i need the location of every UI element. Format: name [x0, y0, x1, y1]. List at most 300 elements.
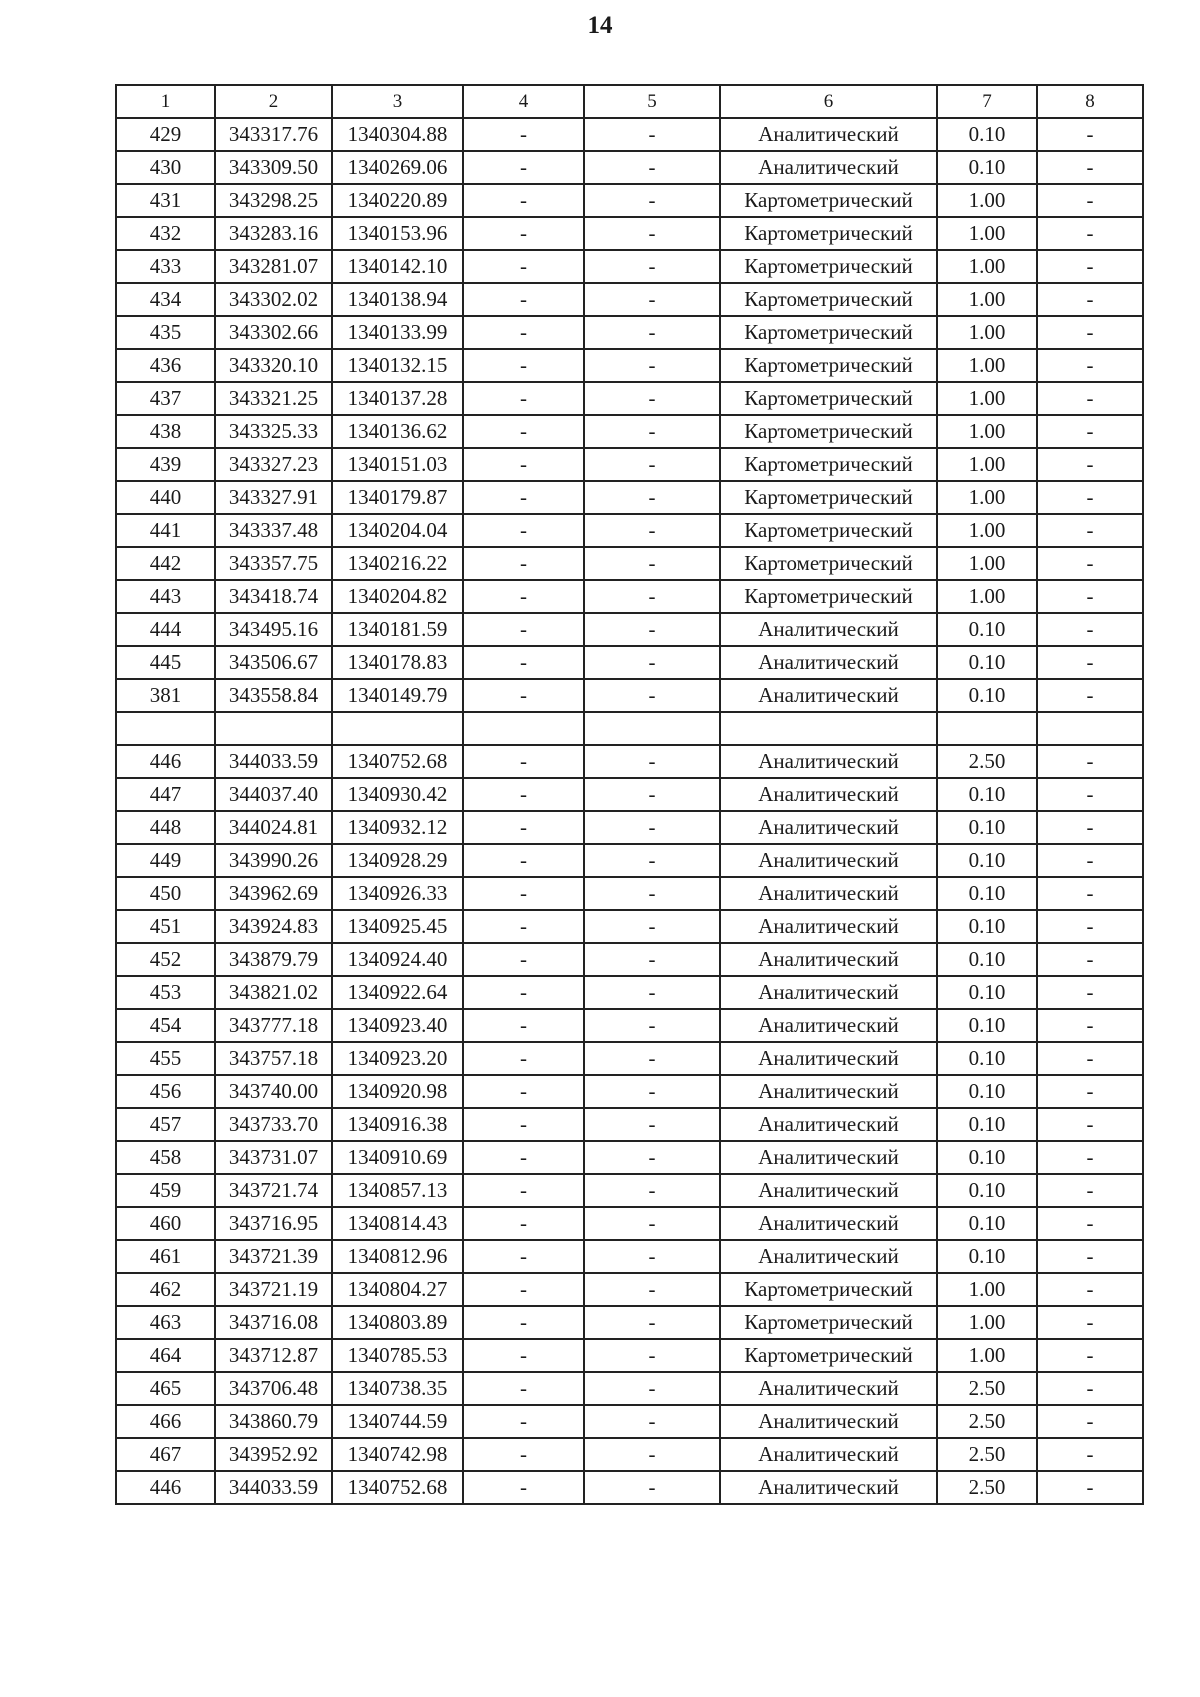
table-row: [116, 382, 1143, 415]
table-row: [116, 1273, 1143, 1306]
point-number-cell: 381: [116, 679, 215, 712]
col5-cell: -: [584, 1273, 720, 1306]
col8-cell: -: [1037, 415, 1143, 448]
col4-cell: -: [463, 613, 584, 646]
accuracy-cell: 1.00: [937, 217, 1037, 250]
table-row: [116, 1108, 1143, 1141]
col8-cell: -: [1037, 1306, 1143, 1339]
col4-cell: -: [463, 415, 584, 448]
col8-cell: -: [1037, 910, 1143, 943]
col8-cell: -: [1037, 316, 1143, 349]
col4-cell: -: [463, 1273, 584, 1306]
col8-cell: -: [1037, 1009, 1143, 1042]
column-header: 2: [215, 85, 332, 118]
table-row: [116, 778, 1143, 811]
y-coordinate-cell: 1340269.06: [332, 151, 463, 184]
point-number-cell: 457: [116, 1108, 215, 1141]
method-cell: Аналитический: [720, 1009, 937, 1042]
accuracy-cell: 0.10: [937, 778, 1037, 811]
x-coordinate-cell: 343357.75: [215, 547, 332, 580]
accuracy-cell: 0.10: [937, 811, 1037, 844]
table-row: [116, 1240, 1143, 1273]
y-coordinate-cell: 1340304.88: [332, 118, 463, 151]
x-coordinate-cell: 343283.16: [215, 217, 332, 250]
accuracy-cell: 0.10: [937, 679, 1037, 712]
y-coordinate-cell: 1340752.68: [332, 1471, 463, 1504]
accuracy-cell: 2.50: [937, 1372, 1037, 1405]
table-row: [116, 580, 1143, 613]
method-cell: Картометрический: [720, 580, 937, 613]
y-coordinate-cell: 1340932.12: [332, 811, 463, 844]
y-coordinate-cell: 1340153.96: [332, 217, 463, 250]
col8-cell: -: [1037, 646, 1143, 679]
method-cell: Аналитический: [720, 943, 937, 976]
col4-cell: -: [463, 1240, 584, 1273]
table-row: [116, 943, 1143, 976]
col5-cell: -: [584, 415, 720, 448]
col8-cell: -: [1037, 1405, 1143, 1438]
x-coordinate-cell: 343558.84: [215, 679, 332, 712]
table-row: [116, 1174, 1143, 1207]
x-coordinate-cell: 343418.74: [215, 580, 332, 613]
col8-cell: -: [1037, 217, 1143, 250]
col8-cell: -: [1037, 943, 1143, 976]
accuracy-cell: [937, 712, 1037, 745]
point-number-cell: 440: [116, 481, 215, 514]
column-header: 1: [116, 85, 215, 118]
col4-cell: [463, 712, 584, 745]
y-coordinate-cell: 1340922.64: [332, 976, 463, 1009]
y-coordinate-cell: 1340133.99: [332, 316, 463, 349]
method-cell: Аналитический: [720, 151, 937, 184]
col4-cell: -: [463, 976, 584, 1009]
col8-cell: -: [1037, 1372, 1143, 1405]
y-coordinate-cell: 1340930.42: [332, 778, 463, 811]
method-cell: Картометрический: [720, 1306, 937, 1339]
y-coordinate-cell: 1340138.94: [332, 283, 463, 316]
col8-cell: -: [1037, 151, 1143, 184]
col4-cell: -: [463, 349, 584, 382]
table-row: [116, 811, 1143, 844]
col8-cell: -: [1037, 1075, 1143, 1108]
col8-cell: -: [1037, 811, 1143, 844]
table-row: [116, 1339, 1143, 1372]
y-coordinate-cell: 1340920.98: [332, 1075, 463, 1108]
method-cell: Аналитический: [720, 1042, 937, 1075]
accuracy-cell: 0.10: [937, 844, 1037, 877]
col8-cell: -: [1037, 976, 1143, 1009]
col5-cell: -: [584, 778, 720, 811]
y-coordinate-cell: 1340216.22: [332, 547, 463, 580]
col8-cell: -: [1037, 1240, 1143, 1273]
table-row: [116, 1306, 1143, 1339]
col8-cell: -: [1037, 745, 1143, 778]
col4-cell: -: [463, 514, 584, 547]
col8-cell: -: [1037, 118, 1143, 151]
col8-cell: -: [1037, 184, 1143, 217]
table-row: [116, 250, 1143, 283]
y-coordinate-cell: 1340924.40: [332, 943, 463, 976]
x-coordinate-cell: 343716.08: [215, 1306, 332, 1339]
point-number-cell: 466: [116, 1405, 215, 1438]
x-coordinate-cell: 343860.79: [215, 1405, 332, 1438]
col5-cell: -: [584, 514, 720, 547]
col5-cell: -: [584, 745, 720, 778]
y-coordinate-cell: 1340220.89: [332, 184, 463, 217]
x-coordinate-cell: 343952.92: [215, 1438, 332, 1471]
method-cell: Аналитический: [720, 1471, 937, 1504]
x-coordinate-cell: 343740.00: [215, 1075, 332, 1108]
y-coordinate-cell: 1340137.28: [332, 382, 463, 415]
point-number-cell: 436: [116, 349, 215, 382]
point-number-cell: 429: [116, 118, 215, 151]
table-row: [116, 349, 1143, 382]
col8-cell: -: [1037, 382, 1143, 415]
col5-cell: -: [584, 1108, 720, 1141]
col5-cell: -: [584, 151, 720, 184]
table-row: [116, 844, 1143, 877]
table-row: [116, 1372, 1143, 1405]
accuracy-cell: 1.00: [937, 1339, 1037, 1372]
point-number-cell: 459: [116, 1174, 215, 1207]
col4-cell: -: [463, 382, 584, 415]
table-row: [116, 481, 1143, 514]
x-coordinate-cell: 344033.59: [215, 1471, 332, 1504]
x-coordinate-cell: 344037.40: [215, 778, 332, 811]
x-coordinate-cell: 343327.91: [215, 481, 332, 514]
method-cell: Аналитический: [720, 811, 937, 844]
col5-cell: -: [584, 1471, 720, 1504]
col5-cell: [584, 712, 720, 745]
method-cell: Аналитический: [720, 118, 937, 151]
x-coordinate-cell: 343281.07: [215, 250, 332, 283]
method-cell: Аналитический: [720, 1240, 937, 1273]
x-coordinate-cell: 343721.39: [215, 1240, 332, 1273]
x-coordinate-cell: 343879.79: [215, 943, 332, 976]
table-row: [116, 646, 1143, 679]
col4-cell: -: [463, 283, 584, 316]
col8-cell: -: [1037, 1438, 1143, 1471]
col4-cell: -: [463, 679, 584, 712]
x-coordinate-cell: 343321.25: [215, 382, 332, 415]
col4-cell: -: [463, 1141, 584, 1174]
x-coordinate-cell: 343757.18: [215, 1042, 332, 1075]
x-coordinate-cell: 343731.07: [215, 1141, 332, 1174]
col5-cell: -: [584, 1438, 720, 1471]
y-coordinate-cell: 1340928.29: [332, 844, 463, 877]
y-coordinate-cell: 1340803.89: [332, 1306, 463, 1339]
point-number-cell: 449: [116, 844, 215, 877]
x-coordinate-cell: 343327.23: [215, 448, 332, 481]
point-number-cell: 441: [116, 514, 215, 547]
y-coordinate-cell: 1340812.96: [332, 1240, 463, 1273]
accuracy-cell: 1.00: [937, 184, 1037, 217]
col5-cell: -: [584, 580, 720, 613]
col5-cell: -: [584, 1372, 720, 1405]
x-coordinate-cell: 343309.50: [215, 151, 332, 184]
col5-cell: -: [584, 1207, 720, 1240]
x-coordinate-cell: 344033.59: [215, 745, 332, 778]
y-coordinate-cell: 1340181.59: [332, 613, 463, 646]
col5-cell: -: [584, 844, 720, 877]
col8-cell: -: [1037, 679, 1143, 712]
y-coordinate-cell: 1340923.40: [332, 1009, 463, 1042]
col4-cell: -: [463, 217, 584, 250]
col5-cell: -: [584, 184, 720, 217]
table-row: [116, 910, 1143, 943]
point-number-cell: 437: [116, 382, 215, 415]
method-cell: Аналитический: [720, 1108, 937, 1141]
accuracy-cell: 1.00: [937, 547, 1037, 580]
method-cell: Картометрический: [720, 547, 937, 580]
y-coordinate-cell: 1340925.45: [332, 910, 463, 943]
col5-cell: -: [584, 1174, 720, 1207]
col5-cell: -: [584, 448, 720, 481]
method-cell: Картометрический: [720, 415, 937, 448]
x-coordinate-cell: 343821.02: [215, 976, 332, 1009]
col8-cell: -: [1037, 250, 1143, 283]
y-coordinate-cell: 1340923.20: [332, 1042, 463, 1075]
col4-cell: -: [463, 184, 584, 217]
x-coordinate-cell: 343721.19: [215, 1273, 332, 1306]
col5-cell: -: [584, 250, 720, 283]
y-coordinate-cell: 1340149.79: [332, 679, 463, 712]
x-coordinate-cell: 343962.69: [215, 877, 332, 910]
table-row: [116, 184, 1143, 217]
col5-cell: -: [584, 679, 720, 712]
table-row: [116, 1009, 1143, 1042]
y-coordinate-cell: 1340142.10: [332, 250, 463, 283]
accuracy-cell: 0.10: [937, 1009, 1037, 1042]
col5-cell: -: [584, 1141, 720, 1174]
point-number-cell: 447: [116, 778, 215, 811]
column-header: 8: [1037, 85, 1143, 118]
table-row: [116, 1471, 1143, 1504]
point-number-cell: 458: [116, 1141, 215, 1174]
col5-cell: -: [584, 349, 720, 382]
col8-cell: -: [1037, 1471, 1143, 1504]
col5-cell: -: [584, 547, 720, 580]
x-coordinate-cell: 343506.67: [215, 646, 332, 679]
point-number-cell: 467: [116, 1438, 215, 1471]
y-coordinate-cell: 1340752.68: [332, 745, 463, 778]
col4-cell: -: [463, 1339, 584, 1372]
x-coordinate-cell: 343777.18: [215, 1009, 332, 1042]
point-number-cell: 444: [116, 613, 215, 646]
col8-cell: -: [1037, 877, 1143, 910]
method-cell: Картометрический: [720, 514, 937, 547]
point-number-cell: 442: [116, 547, 215, 580]
method-cell: Картометрический: [720, 250, 937, 283]
col4-cell: -: [463, 151, 584, 184]
x-coordinate-cell: 343317.76: [215, 118, 332, 151]
x-coordinate-cell: [215, 712, 332, 745]
table-row: [116, 712, 1143, 745]
method-cell: Картометрический: [720, 1273, 937, 1306]
method-cell: Картометрический: [720, 1339, 937, 1372]
point-number-cell: 453: [116, 976, 215, 1009]
col8-cell: -: [1037, 1339, 1143, 1372]
col8-cell: -: [1037, 1108, 1143, 1141]
table-row: [116, 613, 1143, 646]
table-row: [116, 976, 1143, 1009]
accuracy-cell: 0.10: [937, 613, 1037, 646]
col5-cell: -: [584, 1240, 720, 1273]
point-number-cell: 463: [116, 1306, 215, 1339]
column-header: 5: [584, 85, 720, 118]
table-row: [116, 679, 1143, 712]
accuracy-cell: 2.50: [937, 1438, 1037, 1471]
point-number-cell: 432: [116, 217, 215, 250]
point-number-cell: [116, 712, 215, 745]
point-number-cell: 434: [116, 283, 215, 316]
col4-cell: -: [463, 547, 584, 580]
method-cell: Картометрический: [720, 382, 937, 415]
column-header: 6: [720, 85, 937, 118]
col8-cell: -: [1037, 481, 1143, 514]
table-row: [116, 283, 1143, 316]
accuracy-cell: 0.10: [937, 1141, 1037, 1174]
accuracy-cell: 1.00: [937, 481, 1037, 514]
method-cell: Картометрический: [720, 184, 937, 217]
x-coordinate-cell: 343733.70: [215, 1108, 332, 1141]
page-number: 14: [587, 12, 613, 39]
x-coordinate-cell: 343706.48: [215, 1372, 332, 1405]
method-cell: Картометрический: [720, 448, 937, 481]
y-coordinate-cell: 1340804.27: [332, 1273, 463, 1306]
accuracy-cell: 0.10: [937, 1174, 1037, 1207]
col5-cell: -: [584, 613, 720, 646]
method-cell: Аналитический: [720, 1372, 937, 1405]
y-coordinate-cell: 1340926.33: [332, 877, 463, 910]
x-coordinate-cell: 343337.48: [215, 514, 332, 547]
col5-cell: -: [584, 976, 720, 1009]
col4-cell: -: [463, 448, 584, 481]
x-coordinate-cell: 343990.26: [215, 844, 332, 877]
col4-cell: -: [463, 910, 584, 943]
col5-cell: -: [584, 481, 720, 514]
method-cell: Картометрический: [720, 217, 937, 250]
accuracy-cell: 1.00: [937, 514, 1037, 547]
method-cell: Аналитический: [720, 1141, 937, 1174]
y-coordinate-cell: 1340151.03: [332, 448, 463, 481]
point-number-cell: 454: [116, 1009, 215, 1042]
col8-cell: -: [1037, 514, 1143, 547]
y-coordinate-cell: 1340179.87: [332, 481, 463, 514]
accuracy-cell: 0.10: [937, 1108, 1037, 1141]
method-cell: Аналитический: [720, 1075, 937, 1108]
method-cell: Аналитический: [720, 1207, 937, 1240]
point-number-cell: 464: [116, 1339, 215, 1372]
y-coordinate-cell: 1340132.15: [332, 349, 463, 382]
x-coordinate-cell: 343721.74: [215, 1174, 332, 1207]
col4-cell: -: [463, 118, 584, 151]
method-cell: Аналитический: [720, 910, 937, 943]
col4-cell: -: [463, 811, 584, 844]
accuracy-cell: 0.10: [937, 118, 1037, 151]
table-row: [116, 1075, 1143, 1108]
method-cell: Картометрический: [720, 316, 937, 349]
method-cell: Аналитический: [720, 745, 937, 778]
table-row: [116, 1207, 1143, 1240]
point-number-cell: 460: [116, 1207, 215, 1240]
col4-cell: -: [463, 1372, 584, 1405]
y-coordinate-cell: 1340744.59: [332, 1405, 463, 1438]
point-number-cell: 451: [116, 910, 215, 943]
point-number-cell: 438: [116, 415, 215, 448]
point-number-cell: 462: [116, 1273, 215, 1306]
method-cell: Аналитический: [720, 613, 937, 646]
y-coordinate-cell: 1340785.53: [332, 1339, 463, 1372]
table-row: [116, 448, 1143, 481]
accuracy-cell: 0.10: [937, 1042, 1037, 1075]
accuracy-cell: 0.10: [937, 646, 1037, 679]
method-cell: Картометрический: [720, 481, 937, 514]
accuracy-cell: 2.50: [937, 1471, 1037, 1504]
col5-cell: -: [584, 646, 720, 679]
method-cell: Аналитический: [720, 679, 937, 712]
point-number-cell: 430: [116, 151, 215, 184]
accuracy-cell: 1.00: [937, 316, 1037, 349]
col5-cell: -: [584, 910, 720, 943]
col8-cell: -: [1037, 844, 1143, 877]
col4-cell: -: [463, 1207, 584, 1240]
col8-cell: -: [1037, 778, 1143, 811]
accuracy-cell: 0.10: [937, 1075, 1037, 1108]
accuracy-cell: 1.00: [937, 448, 1037, 481]
col4-cell: -: [463, 745, 584, 778]
col5-cell: -: [584, 1009, 720, 1042]
method-cell: Картометрический: [720, 349, 937, 382]
table-row: [116, 415, 1143, 448]
accuracy-cell: 1.00: [937, 250, 1037, 283]
col8-cell: -: [1037, 283, 1143, 316]
point-number-cell: 448: [116, 811, 215, 844]
table-row: [116, 217, 1143, 250]
method-cell: Аналитический: [720, 1438, 937, 1471]
table-body: [116, 118, 1143, 1504]
col4-cell: -: [463, 844, 584, 877]
col4-cell: -: [463, 481, 584, 514]
accuracy-cell: 1.00: [937, 283, 1037, 316]
y-coordinate-cell: 1340178.83: [332, 646, 463, 679]
y-coordinate-cell: 1340204.82: [332, 580, 463, 613]
accuracy-cell: 0.10: [937, 910, 1037, 943]
point-number-cell: 452: [116, 943, 215, 976]
point-number-cell: 439: [116, 448, 215, 481]
col4-cell: -: [463, 1405, 584, 1438]
col4-cell: -: [463, 316, 584, 349]
accuracy-cell: 2.50: [937, 745, 1037, 778]
x-coordinate-cell: 343298.25: [215, 184, 332, 217]
col8-cell: [1037, 712, 1143, 745]
col4-cell: -: [463, 1306, 584, 1339]
point-number-cell: 450: [116, 877, 215, 910]
method-cell: Картометрический: [720, 283, 937, 316]
column-header: 3: [332, 85, 463, 118]
x-coordinate-cell: 343712.87: [215, 1339, 332, 1372]
table-row: [116, 547, 1143, 580]
col4-cell: -: [463, 1471, 584, 1504]
point-number-cell: 433: [116, 250, 215, 283]
col4-cell: -: [463, 778, 584, 811]
table-row: [116, 118, 1143, 151]
col8-cell: -: [1037, 1207, 1143, 1240]
table-row: [116, 877, 1143, 910]
x-coordinate-cell: 343716.95: [215, 1207, 332, 1240]
accuracy-cell: 1.00: [937, 1306, 1037, 1339]
column-header: 4: [463, 85, 584, 118]
